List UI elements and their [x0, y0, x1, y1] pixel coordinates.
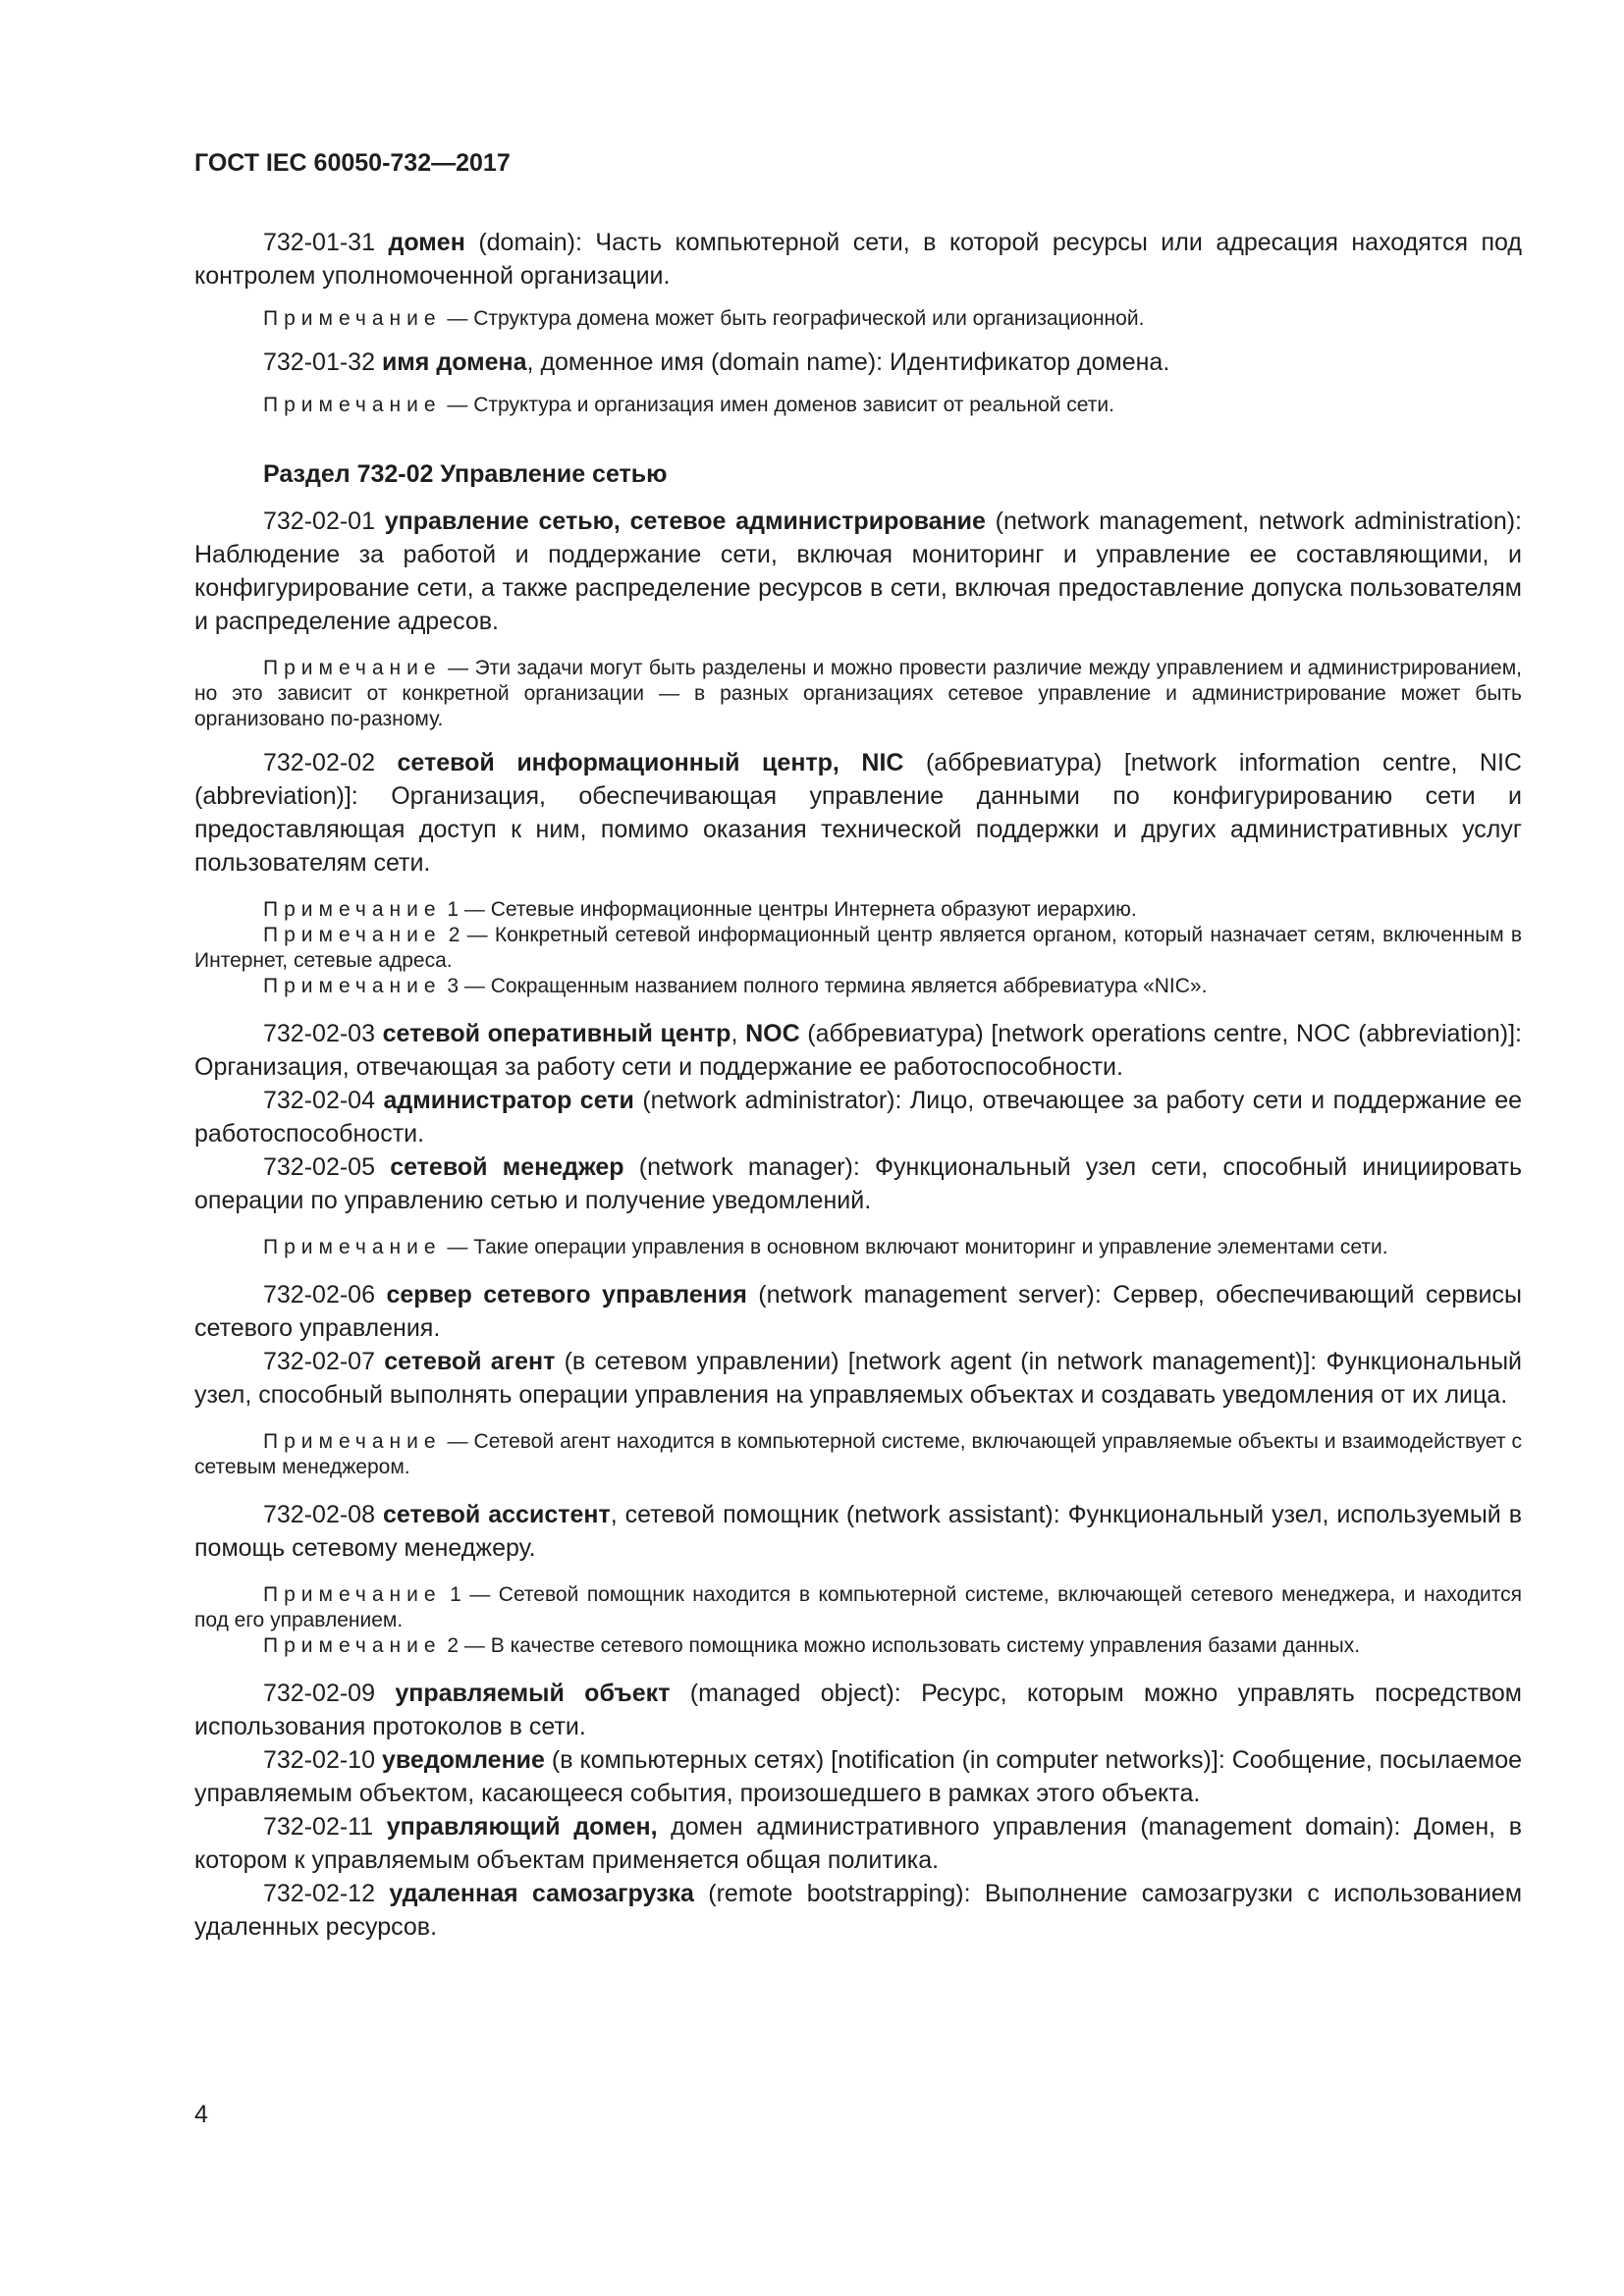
entry-732-02-06: 732-02-06 сервер сетевого управления (network management server): Сервер, обеспечивающий сервисы сетевого управления.	[194, 1281, 1522, 1342]
entry-732-02-04: 732-02-04 администратор сети (network administrator): Лицо, отвечающее за работу сети и поддержание ее работоспособности.	[194, 1087, 1523, 1148]
note-label: Примечание	[263, 1634, 442, 1657]
term: управление сетью, сетевое администрирование	[384, 507, 986, 535]
entry-732-02-01: 732-02-01 управление сетью, сетевое администрирование (network management, network administration): Наблюдение за работой и поддержание сети, включая мониторинг и управление ее составляющими, и конфигурирование сети, а также распределение ресурсов в сети, включая предоставление допуска пользователям и распределение адресов.	[194, 507, 1522, 635]
term: сервер сетевого управления	[386, 1281, 747, 1308]
note: Примечание — Сетевой агент находится в компьютерной системе, включающей управляемые объекты и взаимодействует с сетевым менеджером.	[194, 1430, 1522, 1478]
note-label: Примечание	[263, 394, 442, 416]
note-label: Примечание	[263, 975, 442, 997]
term: домен	[388, 229, 465, 256]
entry-732-02-07: 732-02-07 сетевой агент (в сетевом управлении) [network agent (in network management)]: Функциональный узел, способный выполнять операции управления на управляемых объектах и создавать уведомления от их лица.	[194, 1348, 1522, 1409]
entry-732-02-08: 732-02-08 сетевой ассистент, сетевой помощник (network assistant): Функциональный узел, используемый в помощь сетевому менеджеру.	[194, 1501, 1522, 1562]
term: сетевой менеджер	[390, 1153, 624, 1181]
note: Примечание — Структура домена может быть географической или организационной.	[263, 307, 1145, 330]
document-body	[194, 226, 1522, 1944]
note-label: Примечание	[263, 1236, 442, 1258]
term: сетевой агент	[384, 1348, 556, 1375]
document-header: ГОСТ IEC 60050-732—2017	[194, 149, 511, 177]
entry-732-01-31: 732-01-31 домен (domain): Часть компьютерной сети, в которой ресурсы или адресация находятся под контролем уполномоченной организации.	[194, 229, 1522, 290]
note: Примечание 1 — Сетевой помощник находится в компьютерной системе, включающей сетевого менеджера, и находится под его управлением.	[194, 1583, 1522, 1631]
note: Примечание 3 — Сокращенным названием полного термина является аббревиатура «NIC».	[263, 975, 1208, 997]
note: Примечание — Такие операции управления в основном включают мониторинг и управление элементами сети.	[263, 1236, 1388, 1258]
term: управляемый объект	[395, 1680, 671, 1707]
term: сетевой ассистент	[382, 1501, 611, 1528]
entry-732-02-10: 732-02-10 уведомление (в компьютерных сетях) [notification (in computer networks)]: Сообщение, посылаемое управляемым объектом, касающееся события, произошедшего в рамках этого объекта.	[194, 1746, 1523, 1807]
term: сетевой оперативный центр	[382, 1020, 731, 1047]
term: уведомление	[381, 1746, 545, 1774]
term: имя домена	[381, 348, 527, 376]
term: управляющий домен,	[386, 1813, 658, 1841]
entry-732-02-12: 732-02-12 удаленная самозагрузка (remote bootstrapping): Выполнение самозагрузки с использованием удаленных ресурсов.	[194, 1880, 1523, 1941]
note-label: Примечание	[263, 1430, 442, 1453]
term: сетевой информационный центр, NIC	[397, 749, 904, 776]
note: Примечание 2 — Конкретный сетевой информационный центр является органом, который назначает сетям, включенным в Интернет, сетевые адреса.	[194, 924, 1522, 972]
note-label: Примечание	[263, 898, 442, 921]
term: NOC	[745, 1020, 800, 1047]
section-heading: Раздел 732-02 Управление сетью	[263, 460, 668, 488]
note: Примечание — Структура и организация имен доменов зависит от реальной сети.	[263, 394, 1114, 416]
note-label: Примечание	[263, 657, 442, 679]
note: Примечание — Эти задачи могут быть разделены и можно провести различие между управлением и администрированием, но это зависит от конкретной организации — в разных организациях сетевое управление и администрирование может быть организовано по-разному.	[194, 657, 1522, 730]
note: Примечание 1 — Сетевые информационные центры Интернета образуют иерархию.	[263, 898, 1137, 921]
entry-732-02-11: 732-02-11 управляющий домен, домен административного управления (management domain): Домен, в котором к управляемым объектам применяется общая политика.	[194, 1813, 1522, 1874]
entry-732-02-02: 732-02-02 сетевой информационный центр, NIC (аббревиатура) [network information centre, NIC (abbreviation)]: Организация, обеспечивающая управление данными по конфигурированию сети и предоставляющая доступ к ним, помимо оказания технической поддержки и других административных услуг пользователям сети.	[194, 749, 1522, 877]
entry-732-02-03: 732-02-03 сетевой оперативный центр, NOC (аббревиатура) [network operations centre, NOC (abbreviation)]: Организация, отвечающая за работу сети и поддержание ее работоспособности.	[194, 1020, 1522, 1081]
note-label: Примечание	[263, 1583, 442, 1606]
entry-732-02-09: 732-02-09 управляемый объект (managed object): Ресурс, которым можно управлять посредством использования протоколов в сети.	[194, 1680, 1522, 1740]
term: удаленная самозагрузка	[389, 1880, 694, 1907]
note-label: Примечание	[263, 924, 442, 946]
term: администратор сети	[383, 1087, 634, 1114]
page-number: 4	[194, 2101, 208, 2128]
note-label: Примечание	[263, 307, 442, 330]
note: Примечание 2 — В качестве сетевого помощника можно использовать систему управления базами данных.	[263, 1634, 1361, 1657]
entry-732-01-32: 732-01-32 имя домена, доменное имя (domain name): Идентификатор домена.	[263, 348, 1170, 376]
entry-732-02-05: 732-02-05 сетевой менеджер (network manager): Функциональный узел сети, способный инициировать операции по управлению сетью и получение уведомлений.	[194, 1153, 1522, 1214]
